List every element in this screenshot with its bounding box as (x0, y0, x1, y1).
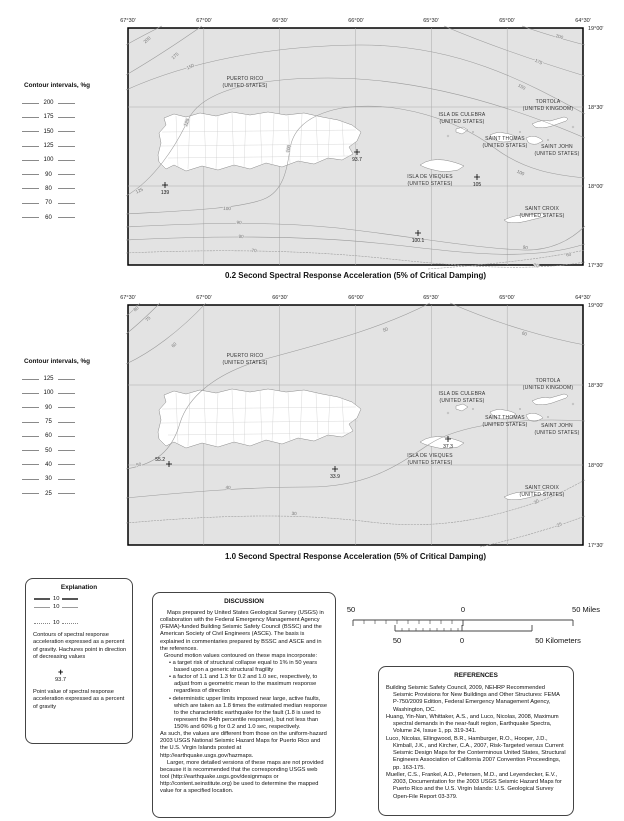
axis-label: 66°30' (272, 18, 288, 24)
contour-label: 50 (135, 461, 142, 468)
place-label: ISLA DE CULEBRA (438, 112, 486, 118)
kilometers-scale (393, 625, 581, 645)
legend-title: Contour intervals, %g (24, 358, 91, 365)
place-label: PUERTO RICO (226, 353, 264, 359)
reference-item: Building Seismic Safety Council, 2009, NEHRP Recommended Seismic Provisions for New Buildings and Other Structures: FEMA P-750/2009 Edition, Federal Emergency Management Agency, Washington, DC. (386, 685, 560, 713)
latitude-labels (588, 26, 604, 269)
legend-item: 175 (8, 110, 122, 124)
map-10s (104, 289, 610, 555)
scale-label: 0 (459, 636, 465, 645)
place-label: SAINT JOHN (541, 144, 573, 150)
place-label: SAINT JOHN (541, 423, 573, 429)
legend-item: 25 (8, 486, 122, 500)
legend-item: 60 (8, 210, 122, 224)
contour-label: 30 (532, 498, 540, 506)
map-10s-title: 1.0 Second Spectral Response Acceleration (5% of Critical Damping) (224, 552, 487, 561)
place-label: TORTOLA (535, 99, 561, 105)
axis-label: 66°30' (272, 295, 288, 301)
contour-label: 75 (144, 315, 152, 323)
place-label: (UNITED STATES) (519, 492, 565, 498)
longitude-labels (120, 295, 591, 301)
map-02s-title: 0.2 Second Spectral Response Acceleration (5% of Critical Damping) (224, 271, 487, 280)
contour-label: 200 (142, 35, 152, 45)
references-box (378, 666, 574, 816)
legend-title: Contour intervals, %g (24, 82, 91, 89)
contour-sample-solid-thin: 10 (53, 604, 60, 610)
miles-scale (347, 605, 600, 626)
place-label: (UNITED STATES) (407, 181, 453, 187)
contour-label: 50 (382, 326, 389, 333)
contour-label: 30 (291, 510, 297, 517)
contour-label: 70 (533, 262, 539, 269)
discussion-paragraph: As such, the values are different from those on the uniform-hazard 2003 USGS National Seismic Hazard Maps for Puerto Rico and the U.S. Virgin Islands posted at http://earthquake.usgs.gov/hazmaps. (160, 731, 327, 759)
axis-label: 65°00' (499, 295, 515, 301)
discussion-title: DISCUSSION (224, 598, 264, 605)
axis-label: 65°30' (423, 295, 439, 301)
longitude-labels (120, 18, 591, 24)
place-label: (UNITED STATES) (482, 422, 528, 428)
legend-item: 125 (8, 139, 122, 153)
scale-label: 50 Kilometers (535, 636, 581, 645)
explanation-title: Explanation (60, 584, 98, 591)
scale-label: 50 (392, 636, 402, 645)
references-title: REFERENCES (454, 672, 498, 679)
contour-label: 80 (238, 233, 244, 240)
legend-item: 90 (8, 167, 122, 181)
contour-label: 125 (134, 186, 144, 195)
place-label: (UNITED KINGDOM) (522, 106, 574, 112)
contour-label: 70 (251, 247, 257, 254)
latitude-labels (588, 303, 604, 549)
axis-label: 18°30' (588, 105, 604, 111)
discussion-paragraph: Maps prepared by United States Geological Survey (USGS) in collaboration with the Federal Emergency Management Agency (FEMA)-funded Building Seismic Safety Council (BSSC) and the American Society of Civil Engineers (ASCE). The basis is explained in commentaries prepared by BSSC and ASCE and in the references. (160, 610, 324, 652)
svg-text:37.3: 37.3 (443, 444, 453, 450)
contour-label: 125 (182, 118, 191, 127)
svg-text:105: 105 (472, 182, 482, 188)
place-label: (UNITED STATES) (534, 430, 580, 436)
point-explanation-text: Point value of spectral response acceleration expressed as a percent of gravity (33, 689, 125, 710)
scale-label: 50 (346, 605, 356, 614)
discussion-box (152, 592, 336, 818)
contour-label: 90 (236, 219, 242, 226)
contour-line-sample (34, 598, 50, 599)
legend-item: 40 (8, 458, 122, 472)
point-marker-sample: + (58, 667, 64, 678)
axis-label: 17°30' (588, 263, 604, 269)
place-label: (UNITED STATES) (222, 83, 268, 89)
axis-label: 19°00' (588, 26, 604, 32)
scale-bars (340, 598, 620, 650)
place-label: PUERTO RICO (226, 76, 264, 82)
contour-line-sample (22, 103, 39, 104)
axis-label: 65°30' (423, 18, 439, 24)
point-sample-value: 93.7 (55, 677, 67, 684)
discussion-bullet: • deterministic upper limits imposed near large, active faults, which are taken as 1.8 times the estimated median response to the characteristic earthquake for the fault (1.8 is used to represent the 84th percentile response), but not less than 150% and 60% g for 0.2 and 1.0 sec, respectively. (169, 695, 328, 730)
legend-item: 200 (8, 96, 122, 110)
place-label: SAINT CROIX (524, 485, 560, 491)
contour-label: 175 (534, 57, 544, 66)
legend-item: 150 (8, 125, 122, 139)
axis-label: 67°00' (196, 295, 212, 301)
axis-label: 64°30' (575, 295, 591, 301)
place-label: ISLA DE CULEBRA (438, 391, 486, 397)
map-02s (104, 12, 610, 274)
axis-label: 18°00' (588, 463, 604, 469)
reference-item: Huang, Yin-Nan, Whittaker, A.S., and Luco, Nicolas, 2008, Maximum spectral demands in the near-fault region, Earthquake Spectra, Volume 24, Issue 1, pp. 319-341. (386, 713, 559, 735)
axis-label: 64°30' (575, 18, 591, 24)
legend-item: 125 (8, 372, 122, 386)
legend-item: 100 (8, 153, 122, 167)
place-label: ISLA DE VIEQUES (407, 453, 453, 459)
place-label: (UNITED STATES) (482, 143, 528, 149)
place-label: (UNITED STATES) (519, 213, 565, 219)
contour-label: 100 (516, 168, 526, 177)
place-label: ISLA DE VIEQUES (407, 174, 453, 180)
svg-text:139: 139 (160, 190, 170, 196)
legend-item: 80 (8, 182, 122, 196)
reference-item: Luco, Nicolas, Ellingwood, B.R., Hamburger, R.O., Hooper, J.D., Kimball, J.K., and Kircher, C.A., 2007, Risk-Targeted versus Current Seismic Design Maps for the Conterminous United States, Structural Engineers Association of California 2007 Convention Proceedings, pp. 163-175. (386, 735, 566, 771)
contour-label: 90 (522, 244, 529, 251)
contour-label: 60 (565, 251, 572, 258)
place-label: SAINT THOMAS (485, 136, 525, 142)
axis-label: 66°00' (348, 18, 364, 24)
axis-label: 66°00' (348, 295, 364, 301)
axis-label: 65°00' (499, 18, 515, 24)
contour-label: 100 (285, 144, 292, 153)
axis-label: 18°30' (588, 383, 604, 389)
scale-label: 0 (460, 605, 466, 614)
legend-item: 90 (8, 401, 122, 415)
contour-label: 25 (555, 521, 563, 528)
place-label: (UNITED STATES) (534, 151, 580, 157)
contour-label: 200 (555, 33, 564, 41)
reference-item: Mueller, C.S., Frankel, A.D., Petersen, M.D., and Leyendecker, E.V., 2003, Documentation for the 2003 USGS Seismic Hazard Maps for Puerto Rico and the U.S. Virgin Islands: U.S. Geological Survey Open-File Report 03-379. (386, 771, 562, 800)
legend-item: 100 (8, 386, 122, 400)
place-label: SAINT CROIX (524, 206, 560, 212)
svg-text:100.1: 100.1 (411, 238, 425, 244)
axis-label: 67°30' (120, 295, 136, 301)
place-label: SAINT THOMAS (485, 415, 525, 421)
place-label: (UNITED STATES) (439, 398, 485, 404)
hachured-line-sample (34, 623, 50, 624)
contour-line-sample (34, 607, 50, 608)
legend-item: 70 (8, 196, 122, 210)
place-label: (UNITED STATES) (407, 460, 453, 466)
axis-label: 18°00' (588, 184, 604, 190)
contour-label: 40 (225, 484, 231, 491)
svg-text:93.7: 93.7 (352, 157, 362, 163)
discussion-bullet: • a factor of 1.1 and 1.3 for 0.2 and 1.0 sec, respectively, to adjust from a geometric mean to the maximum response regardless of direction (169, 674, 318, 695)
contour-label: 60 (170, 341, 178, 349)
contour-label: 150 (185, 62, 195, 71)
contour-sample-solid-thick: 10 (34, 596, 132, 602)
contour-label: 80 (132, 305, 140, 313)
legend-item: 30 (8, 472, 122, 486)
contour-label: 150 (517, 82, 527, 91)
place-label: (UNITED KINGDOM) (522, 385, 574, 391)
legend-item: 50 (8, 443, 122, 457)
contour-label: 175 (170, 51, 180, 61)
contour-explanation-text: Contours of spectral response acceleration expressed as a percent of gravity. Hachures point in direction of decreasing values (33, 632, 127, 660)
discussion-paragraph: Larger, more detailed versions of these maps are not provided because it is recommended that the corresponding USGS web tool (http://earthquake.usgs.gov/designmaps or http://content.seinstitute.org) be used to determine the mapped value for a specified location. (160, 759, 324, 795)
discussion-paragraph: Ground motion values contoured on these maps incorporate: (164, 652, 318, 659)
axis-label: 17°30' (588, 543, 604, 549)
axis-label: 67°30' (120, 18, 136, 24)
legend-item: 60 (8, 429, 122, 443)
contour-label: 60 (521, 330, 528, 337)
discussion-bullet: • a target risk of structural collapse equal to 1% in 50 years based upon a generic structural fragility (169, 659, 318, 673)
contour-sample-hachured: 10 (34, 620, 132, 626)
axis-label: 67°00' (196, 18, 212, 24)
place-label: TORTOLA (535, 378, 561, 384)
legend-item: 75 (8, 415, 122, 429)
place-label: (UNITED STATES) (222, 360, 268, 366)
explanation-box (25, 578, 133, 744)
contour-label: 100 (223, 205, 231, 212)
svg-text:33.9: 33.9 (330, 474, 340, 480)
scale-label: 50 Miles (572, 605, 600, 614)
place-label: (UNITED STATES) (439, 119, 485, 125)
axis-label: 19°00' (588, 303, 604, 309)
svg-text:55.2: 55.2 (155, 457, 165, 463)
